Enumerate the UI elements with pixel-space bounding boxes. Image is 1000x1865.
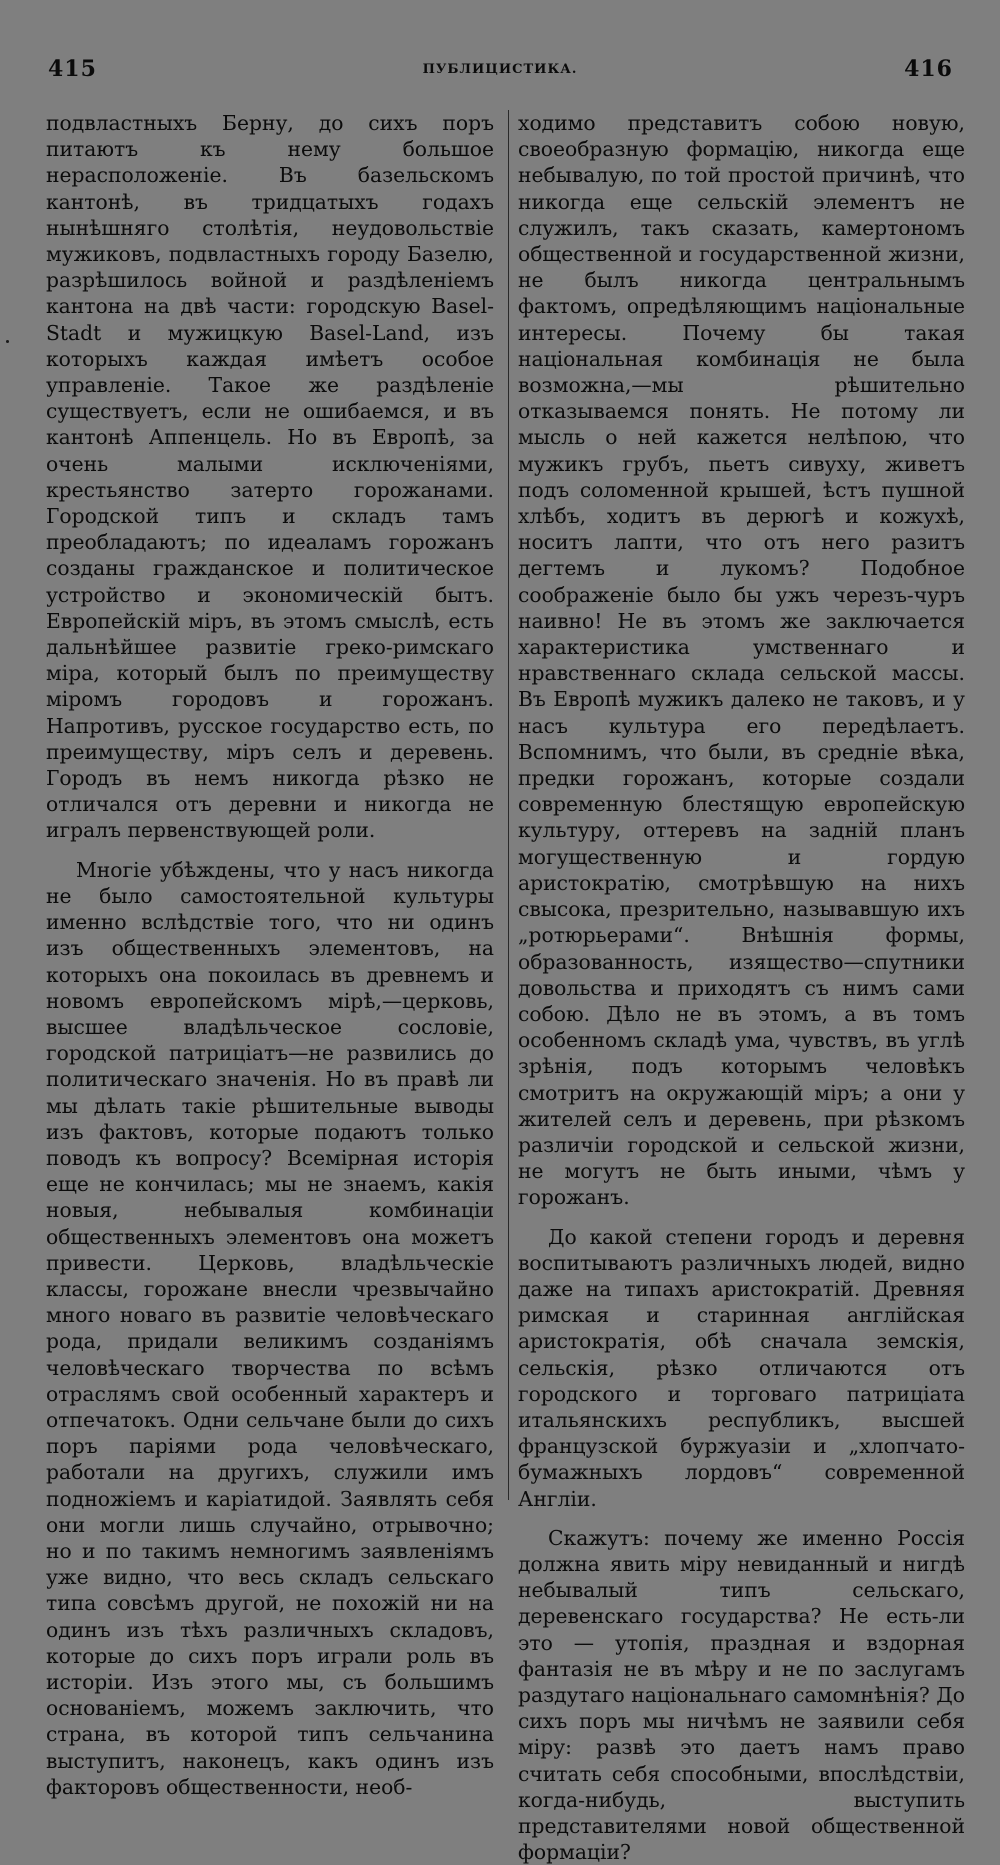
left-paragraph-2: Многіе убѣждены, что у насъ никогда не было самостоятельной культуры именно вслѣдствіе того, что ни одинъ изъ общественныхъ элементовъ, на которыхъ она покоилась въ древнемъ и новомъ европейскомъ мірѣ,—церковь, высшее владѣльческое сословіе, городской патриціатъ—не развились до политическаго значенія. Но въ правѣ ли мы дѣлать такіе рѣшительные выводы изъ фактовъ, которые подаютъ только поводъ къ вопросу? Всемірная исторія еще не кончилась; мы не знаемъ, какія новыя, небывалыя комбинаціи общественныхъ элементовъ она можетъ привести. Церковь, владѣльческіе классы, горожане внесли чрезвычайно много новаго въ развитіе человѣческаго рода, придали великимъ созданіямъ человѣческаго творчества по всѣмъ отраслямъ свой особенный характеръ и отпечатокъ. Одни сельчане были до сихъ поръ паріями рода человѣческаго, работали на другихъ, служили имъ подножіемъ и каріатидой. Заявлять себя они могли лишь случайно, отрывочно; но и по такимъ немногимъ заявленіямъ уже видно, что весь складъ сельскаго типа совсѣмъ другой, не похожій ни на одинъ изъ тѣхъ различныхъ складовъ, которые до сихъ поръ играли роль въ исторіи. Изъ этого мы, съ большимъ основаніемъ, можемъ заключить, что страна, въ которой типъ сельчанина выступитъ, наконецъ, какъ одинъ изъ факторовъ общественности, необ- xyxy=(46,857,494,1799)
left-paragraph-1: подвластныхъ Берну, до сихъ поръ питаютъ къ нему большое нерасположеніе. Въ базельскомъ кантонѣ, въ тридцатыхъ годахъ нынѣшняго столѣтія, неудовольствіе мужиковъ, подвластныхъ городу Базелю, разрѣшилось войной и раздѣленіемъ кантона на двѣ части: городскую Basel-Stadt и мужицкую Basel-Land, изъ которыхъ каждая имѣетъ особое управленіе. Такое же раздѣленіе существуетъ, если не ошибаемся, и въ кантонѣ Аппенцель. Но въ Европѣ, за очень малыми исключеніями, крестьянство затерто горожанами. Городской типъ и складъ тамъ преобладаютъ; по идеаламъ горожанъ созданы гражданское и политическое устройство и экономическій бытъ. Европейскій міръ, въ этомъ смыслѣ, есть дальнѣйшее развитіе греко-римскаго міра, который былъ по преимуществу міромъ городовъ и горожанъ. Напротивъ, русское государство есть, по преимуществу, міръ селъ и деревень. Городъ въ немъ никогда рѣзко не отличался отъ деревни и никогда не игралъ первенствующей роли. xyxy=(46,111,494,843)
left-column xyxy=(46,110,494,1800)
column-divider xyxy=(508,110,509,1500)
page-header xyxy=(0,56,1000,96)
right-page-number: 416 xyxy=(904,56,953,82)
right-paragraph-1: ходимо представитъ собою новую, своеобразную формацію, никогда еще небывалую, по той простой причинѣ, что никогда еще сельскій элементъ не служилъ, такъ сказать, камертономъ общественной и государственной жизни, не былъ никогда центральнымъ фактомъ, опредѣляющимъ національные интересы. Почему бы такая національная комбинація не была возможна,—мы рѣшительно отказываемся понять. Не потому ли мысль о ней кажется нелѣпою, что мужикъ грубъ, пьетъ сивуху, живетъ подъ соломенной крышей, ѣстъ пушной хлѣбъ, ходитъ въ дерюгѣ и кожухѣ, носитъ лапти, что отъ него разитъ дегтемъ и лукомъ? Подобное соображеніе было бы ужъ черезъ-чуръ наивно! Не въ этомъ же заключается характеристика умственнаго и нравственнаго склада сельской массы. Въ Европѣ мужикъ далеко не таковъ, и у насъ культура его передѣлаетъ. Вспомнимъ, что были, въ средніе вѣка, предки горожанъ, которые создали современную блестящую европейскую культуру, оттеревъ на задній планъ могущественную и гордую аристократію, смотрѣвшую на нихъ свысока, презрительно, называвшую ихъ „ротюрьерами“. Внѣшнія формы, образованность, изящество—спутники довольства и приходятъ съ нимъ сами собою. Дѣло не въ этомъ, а въ томъ особенномъ складѣ ума, чувствъ, въ углѣ зрѣнія, подъ которымъ человѣкъ смотритъ на окружающій міръ; а они у жителей селъ и деревень, при рѣзкомъ различіи городской и сельской жизни, не могутъ не быть иными, чѣмъ у горожанъ. xyxy=(518,111,965,1210)
running-title: ПУБЛИЦИСТИКА. xyxy=(422,62,578,77)
margin-mark xyxy=(6,340,9,343)
right-paragraph-3: Скажутъ: почему же именно Россія должна явить міру невиданный и нигдѣ небывалый типъ сельскаго, деревенскаго государства? Не есть-ли это — утопія, праздная и вздорная фантазія не въ мѣру и не по заслугамъ раздутаго національнаго самомнѣнія? До сихъ поръ мы ничѣмъ не заявили себя міру: развѣ это даетъ намъ право считать себя способными, впослѣдствіи, когда-нибудь, выступить представителями новой общественной формаціи? xyxy=(518,1525,965,1865)
left-page-number: 415 xyxy=(48,56,97,82)
right-column xyxy=(518,110,965,1865)
right-paragraph-2: До какой степени городъ и деревня воспитываютъ различныхъ людей, видно даже на типахъ аристократій. Древняя римская и старинная англійская аристократія, обѣ сначала земскія, сельскія, рѣзко отличаются отъ городского и торговаго патриціата итальянскихъ республикъ, высшей французской буржуазіи и „хлопчато-бумажныхъ лордовъ“ современной Англіи. xyxy=(518,1224,965,1511)
